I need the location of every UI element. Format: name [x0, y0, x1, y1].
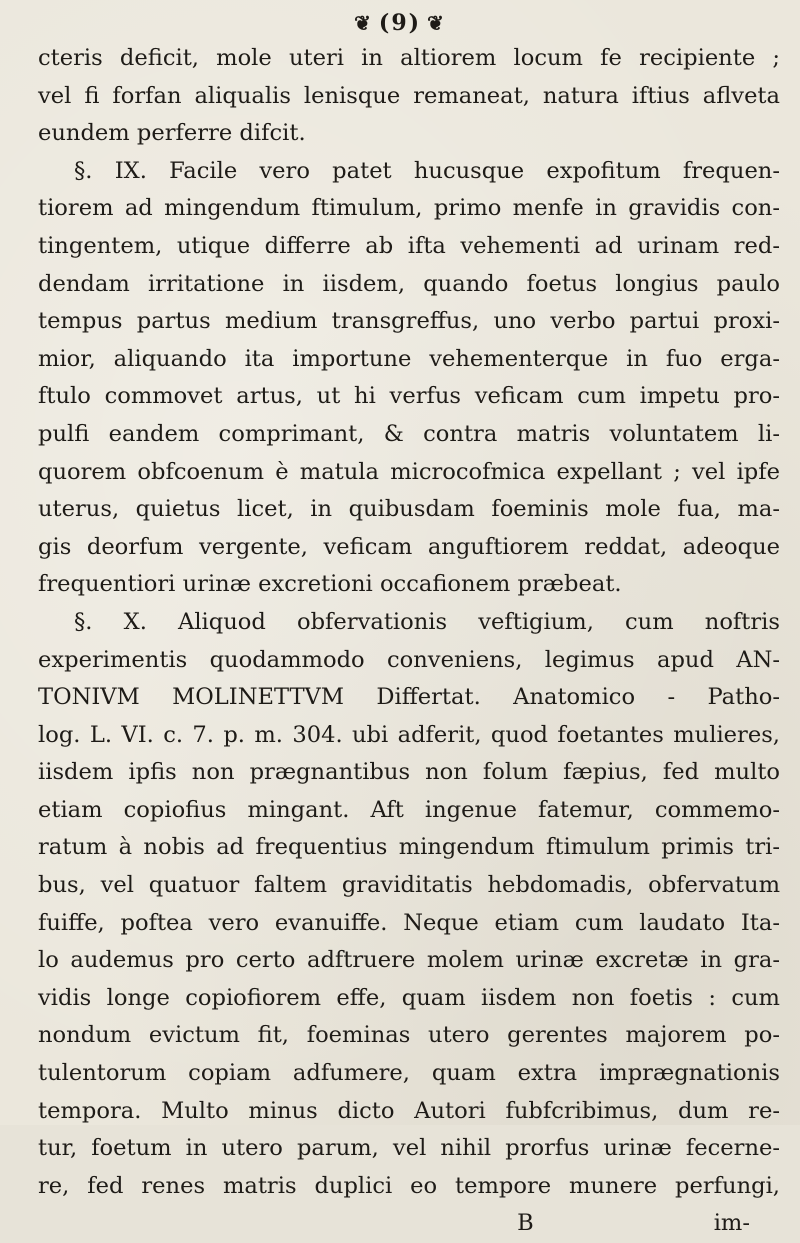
text-line: quorem obfcoenum è matula microcofmica expellant ; vel ipfe	[38, 458, 780, 485]
text-line: eundem perferre difcit.	[38, 120, 306, 147]
signature-mark: B	[517, 1210, 534, 1237]
text-line: uterus, quietus licet, in quibusdam foeminis mole fua, ma-	[38, 496, 780, 523]
text-line: log. L. VI. c. 7. p. m. 304. ubi adferit, quod foetantes mulieres,	[38, 721, 780, 748]
text-line: tulentorum copiam adfumere, quam extra imprægnationis	[38, 1060, 780, 1087]
ornament-right-icon: ❦	[427, 11, 446, 35]
text-line: frequentiori urinæ excretioni occafionem præbeat.	[38, 571, 622, 598]
ornament-left-icon: ❦	[354, 11, 373, 35]
text-line: TONIVM MOLINETTVM Differtat. Anatomico - Patho-	[38, 684, 780, 711]
text-line: bus, vel quatuor faltem graviditatis hebdomadis, obfervatum	[38, 872, 780, 899]
text-line: etiam copiofius mingant. Aft ingenue fatemur, commemo-	[38, 796, 780, 823]
text-line: re, fed renes matris duplici eo tempore munere perfungi,	[38, 1172, 780, 1199]
text-line: tempus partus medium transgreffus, uno verbo partui proxi-	[38, 308, 780, 335]
page-number: (9)	[378, 10, 422, 36]
body-text	[38, 40, 780, 1243]
text-line: tur, foetum in utero parum, vel nihil prorfus urinæ fecerne-	[38, 1135, 780, 1162]
text-line: ratum à nobis ad frequentius mingendum ftimulum primis tri-	[38, 834, 780, 861]
page-header	[0, 8, 800, 38]
page-footer	[38, 1205, 780, 1243]
text-line: tingentem, utique differre ab ifta vehementi ad urinam red-	[38, 232, 780, 259]
text-line: vidis longe copiofiorem effe, quam iisdem non foetis : cum	[38, 984, 780, 1011]
text-line: experimentis quodammodo conveniens, legimus apud AN-	[38, 646, 780, 673]
text-line: fuiffe, poftea vero evanuiffe. Neque etiam cum laudato Ita-	[38, 909, 780, 936]
text-line: nondum evictum fit, foeminas utero gerentes majorem po-	[38, 1022, 780, 1049]
text-line: iisdem ipfis non prægnantibus non folum fæpius, fed multo	[38, 759, 780, 786]
text-line: mior, aliquando ita importune vehementerque in fuo erga-	[38, 345, 780, 372]
text-line: tempora. Multo minus dicto Autori fubfcribimus, dum re-	[38, 1097, 780, 1124]
text-line: gis deorfum vergente, veficam anguftiorem reddat, adeoque	[38, 533, 780, 560]
text-line: ftulo commovet artus, ut hi verfus veficam cum impetu pro-	[38, 383, 780, 410]
catchword: im-	[713, 1210, 750, 1237]
text-line: tiorem ad mingendum ftimulum, primo menfe in gravidis con-	[38, 195, 780, 222]
text-line: cteris deficit, mole uteri in altiorem locum fe recipiente ;	[38, 45, 780, 71]
section-10-heading-line: §. X. Aliquod obfervationis veftigium, cum noftris	[74, 608, 780, 635]
text-line: vel fi forfan aliqualis lenisque remaneat, natura iftius aflveta	[38, 82, 780, 109]
section-9-heading-line: §. IX. Facile vero patet hucusque expofitum frequen-	[74, 157, 780, 184]
text-line: dendam irritatione in iisdem, quando foetus longius paulo	[38, 270, 780, 297]
text-line: lo audemus pro certo adftruere molem urinæ excretæ in gra-	[38, 947, 780, 974]
text-line: pulfi eandem comprimant, & contra matris voluntatem li-	[38, 420, 780, 447]
